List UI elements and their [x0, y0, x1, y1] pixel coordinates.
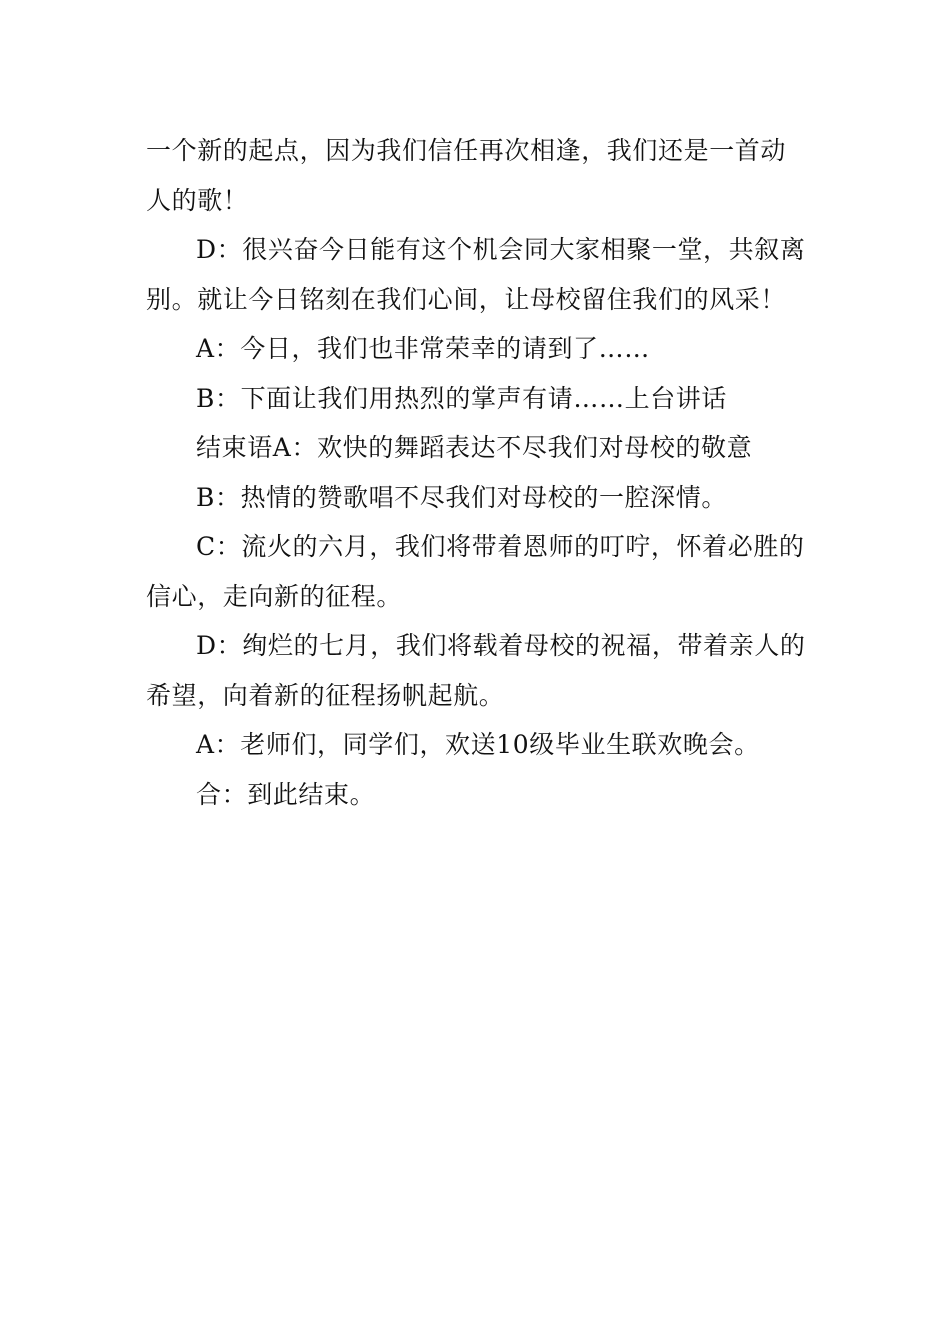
paragraph-speaker-d-welcome: D：很兴奋今日能有这个机会同大家相聚一堂，共叙离别。就让今日铭刻在我们心间，让母校留住我们的风采！	[146, 235, 806, 314]
paragraph-ending: 合：到此结束。	[196, 779, 376, 809]
paragraph-opening-continuation: 一个新的起点，因为我们信任再次相逢，我们还是一首动人的歌！	[146, 136, 787, 215]
paragraph-closing-b: B：热情的赞歌唱不尽我们对母校的一腔深情。	[196, 482, 727, 512]
paragraph-closing-a: 结束语A：欢快的舞蹈表达不尽我们对母校的敬意	[196, 433, 753, 462]
paragraph-closing-d: D：绚烂的七月，我们将载着母校的祝福，带着亲人的希望，向着新的征程扬帆起航。	[146, 631, 806, 710]
paragraph-closing-c: C：流火的六月，我们将带着恩师的叮咛，怀着必胜的信心，走向新的征程。	[146, 532, 805, 611]
paragraph-speaker-b-speech: B：下面让我们用热烈的掌声有请……上台讲话	[196, 383, 727, 413]
paragraph-speaker-a-guests: A：今日，我们也非常荣幸的请到了……	[196, 334, 650, 363]
paragraph-closing-a-farewell: A：老师们，同学们，欢送10级毕业生联欢晚会。	[196, 730, 760, 759]
document-body	[146, 126, 808, 819]
